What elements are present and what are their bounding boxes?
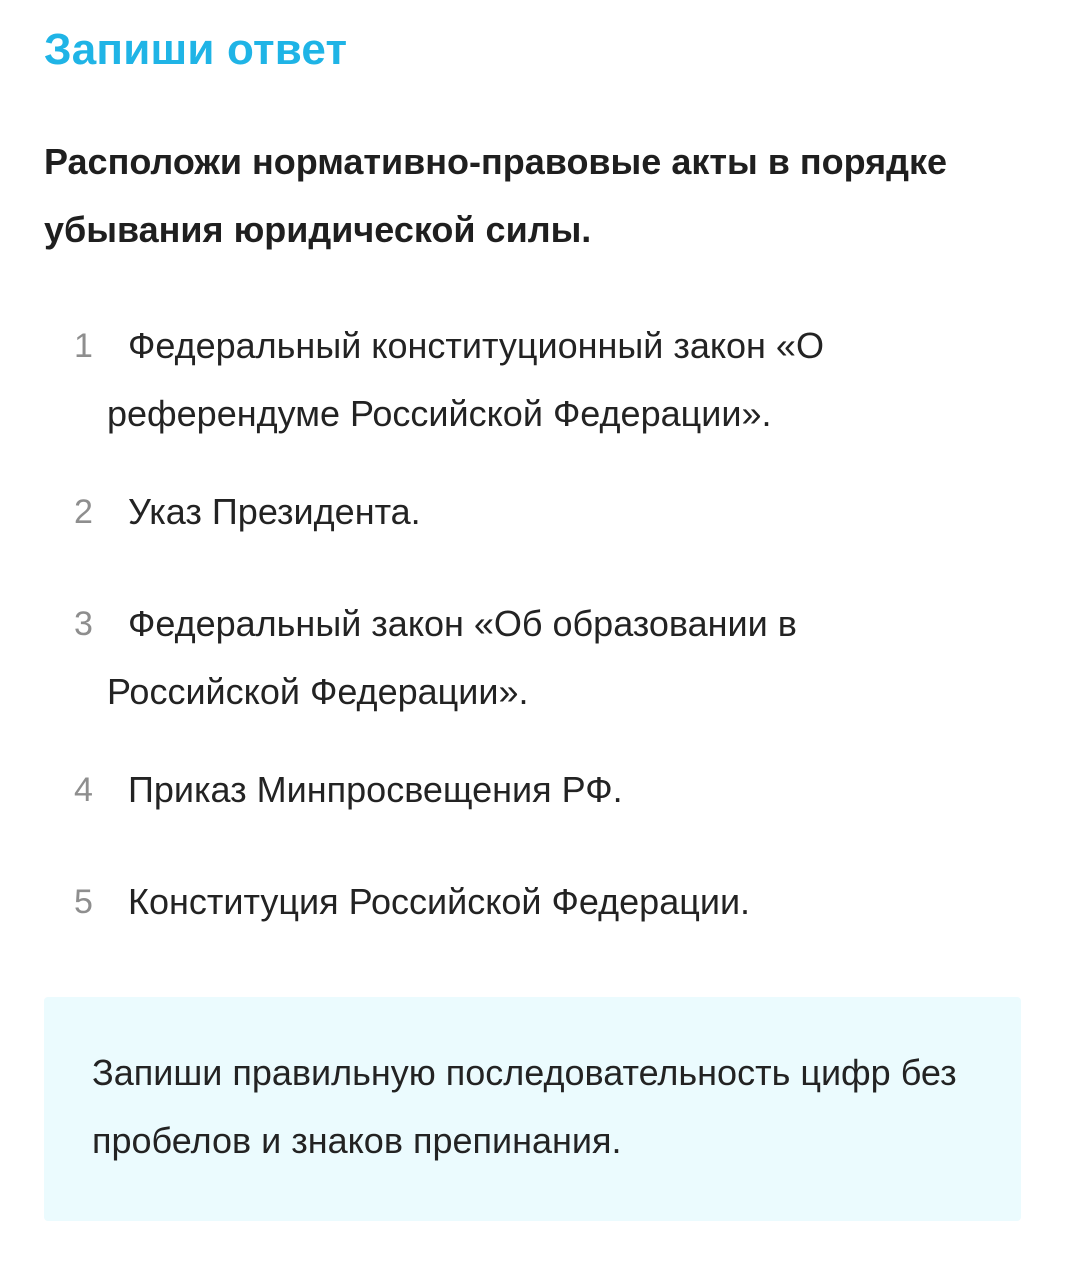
item-number: 2 xyxy=(74,493,93,531)
section-title: Запиши ответ xyxy=(44,25,348,74)
item-text: Федеральный конституционный закон «О референдуме Российской Федерации». xyxy=(107,325,824,434)
item-number: 5 xyxy=(74,883,93,921)
hint-box xyxy=(44,997,1021,1221)
item-text: Указ Президента. xyxy=(128,491,421,532)
task-question: Расположи нормативно-правовые акты в порядке убывания юридической силы. xyxy=(44,141,948,250)
item-number: 4 xyxy=(74,771,93,809)
item-text: Конституция Российской Федерации. xyxy=(128,881,751,922)
hint-text: Запиши правильную последовательность цифр без пробелов и знаков препинания. xyxy=(92,1052,957,1161)
item-text: Федеральный закон «Об образовании в Российской Федерации». xyxy=(107,603,797,712)
item-text: Приказ Минпросвещения РФ. xyxy=(128,769,623,810)
item-number: 3 xyxy=(74,605,93,643)
item-number: 1 xyxy=(74,327,93,365)
